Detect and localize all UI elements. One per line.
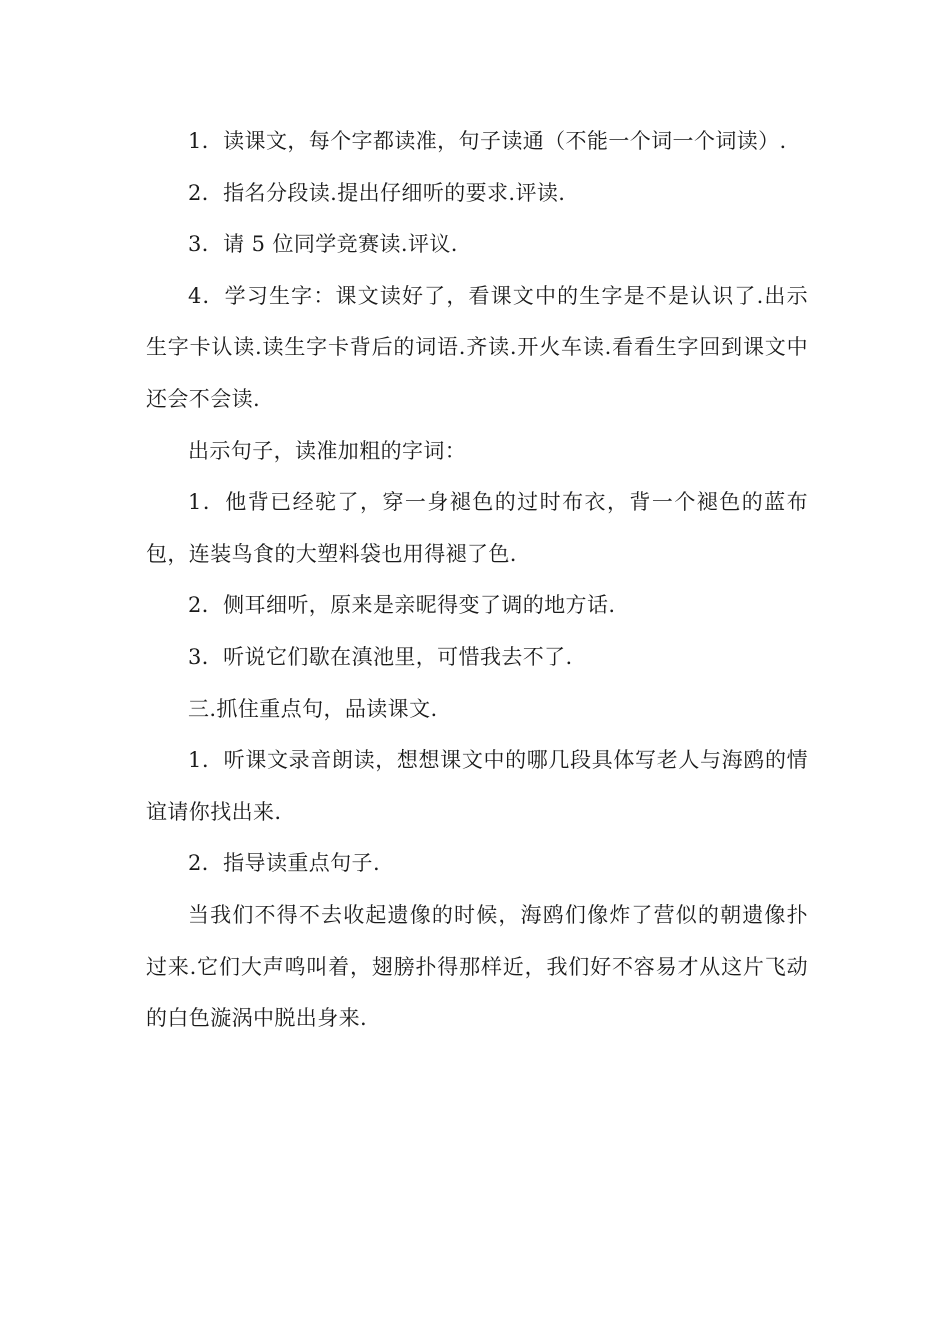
section-heading-three: 三.抓住重点句，品读课文. xyxy=(188,696,438,721)
document-body xyxy=(146,116,808,1045)
paragraph-competition-reading: 3．请 5 位同学竞赛读.评议. xyxy=(188,232,458,257)
paragraph-show-sentences: 出示句子，读准加粗的字词： xyxy=(188,438,467,463)
paragraph-section-reading: 2．指名分段读.提出仔细听的要求.评读. xyxy=(188,180,566,205)
paragraph-key-passage: 当我们不得不去收起遗像的时候，海鸥们像炸了营似的朝遗像扑过来.它们大声鸣叫着，翅膀扑得那样近，我们好不容易才从这片飞动的白色漩涡中脱出身来. xyxy=(146,902,808,1031)
paragraph-sentence-one: 1．他背已经驼了，穿一身褪色的过时布衣，背一个褪色的蓝布包，连装鸟食的大塑料袋也用得褪了色. xyxy=(146,490,808,566)
paragraph-learn-characters: 4．学习生字：课文读好了，看课文中的生字是不是认识了.出示生字卡认读.读生字卡背后的词语.齐读.开火车读.看看生字回到课文中还会不会读. xyxy=(146,283,808,411)
paragraph-sentence-two: 2．侧耳细听，原来是亲昵得变了调的地方话. xyxy=(188,593,616,618)
paragraph-sentence-three: 3．听说它们歇在滇池里，可惜我去不了. xyxy=(188,644,573,669)
paragraph-listen-recording: 1．听课文录音朗读，想想课文中的哪几段具体写老人与海鸥的情谊请你找出来. xyxy=(146,748,808,824)
paragraph-guide-reading: 2．指导读重点句子. xyxy=(188,851,381,876)
paragraph-read-text: 1．读课文，每个字都读准，句子读通（不能一个词一个词读）. xyxy=(188,129,787,153)
